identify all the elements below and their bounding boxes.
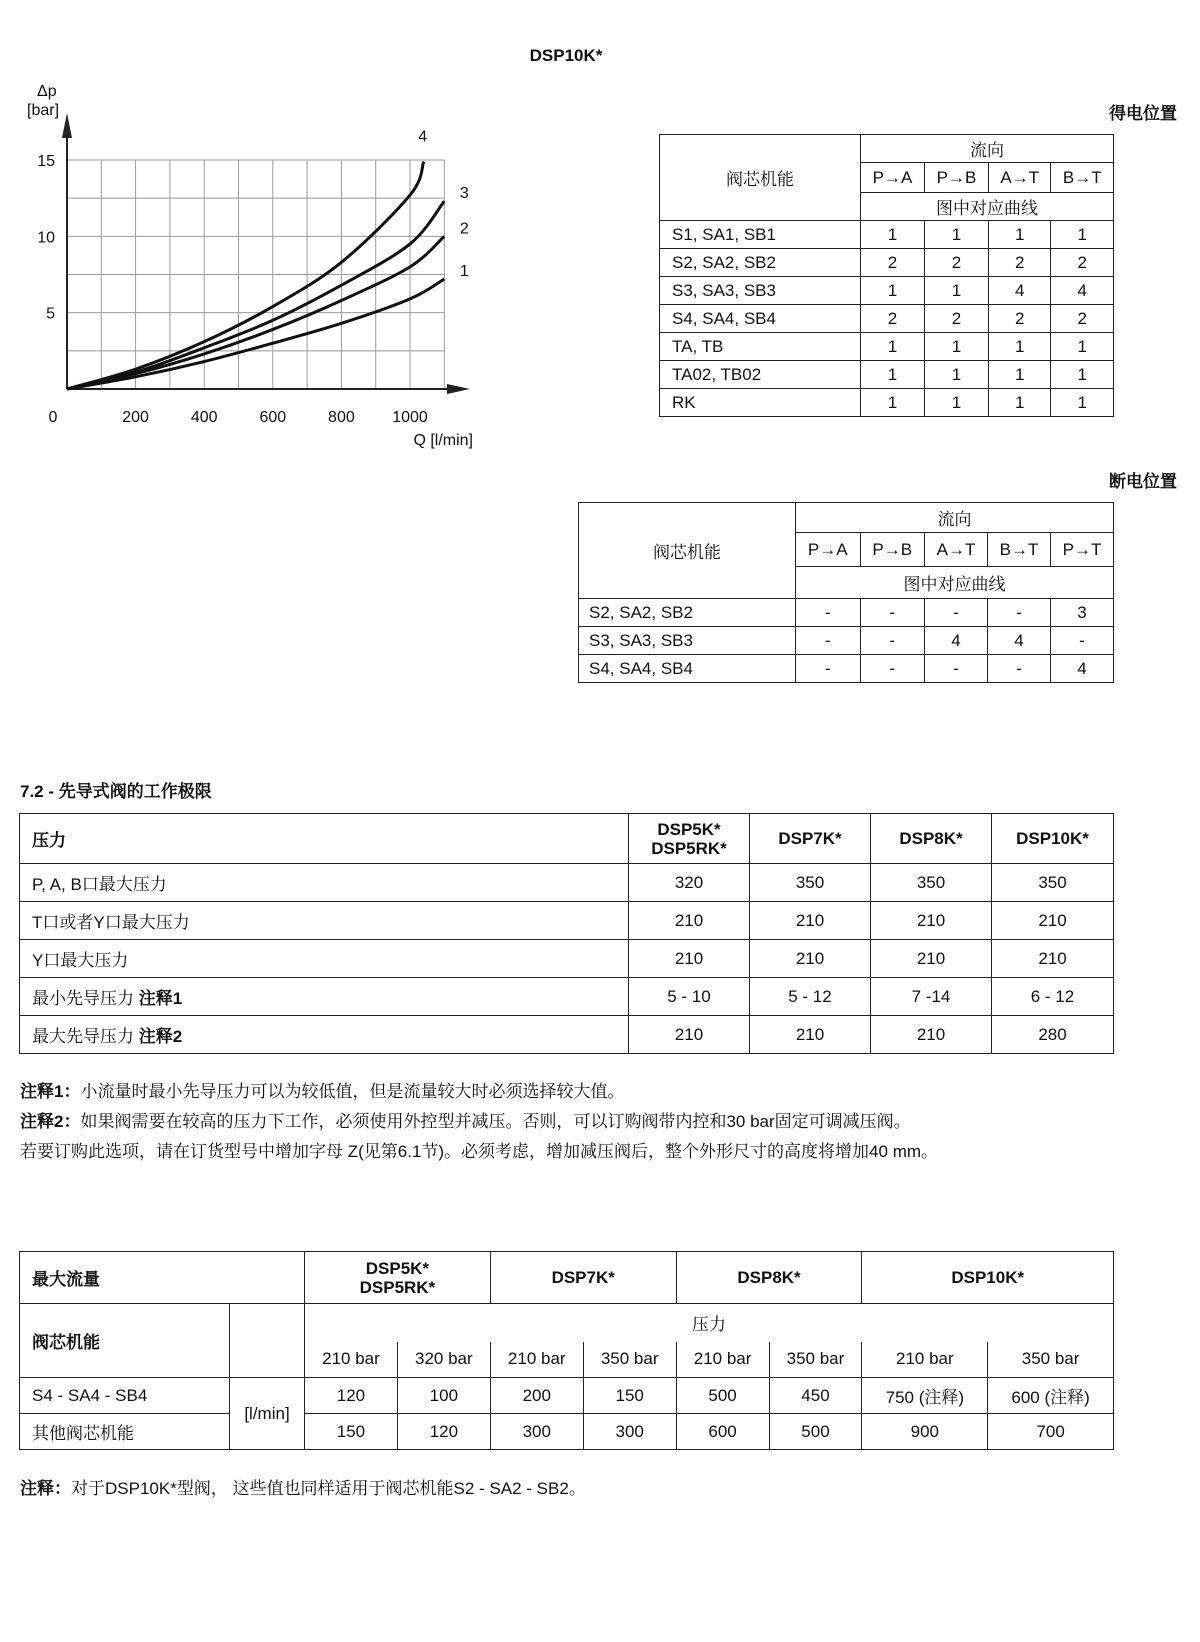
deenergized-cell: - [987, 599, 1050, 627]
energized-dir: P→A [861, 163, 925, 193]
deenergized-cell: - [860, 627, 925, 655]
model-name: DSP5RK* [651, 838, 727, 858]
flow-model-header: DSP8K* [676, 1252, 862, 1304]
limits-table [19, 813, 1114, 1054]
limits-label-text: 最小先导压力 [32, 989, 139, 1008]
y-tick-label: 10 [37, 229, 55, 247]
curve-label: 1 [459, 263, 469, 281]
limits-cell: 320 [629, 864, 750, 902]
energized-cell: 1 [1051, 333, 1114, 361]
deenergized-dir: P→B [860, 533, 925, 567]
limits-row-label [20, 940, 629, 978]
flow-cell: 750 (注释) [862, 1378, 988, 1414]
limits-row-label [20, 864, 629, 902]
flow-cell: 100 [397, 1378, 490, 1414]
flow-empty-cell [230, 1304, 305, 1378]
deenergized-curve-header: 图中对应曲线 [796, 567, 1114, 599]
deenergized-cell: - [925, 655, 988, 683]
energized-dir: A→T [988, 163, 1051, 193]
energized-cell: 1 [988, 361, 1051, 389]
deenergized-cell: - [796, 599, 861, 627]
y-axis-label: Δp [37, 83, 57, 100]
flow-pressure-cell: 210 bar [862, 1342, 988, 1378]
deenergized-cell: 4 [925, 627, 988, 655]
energized-row [660, 333, 1114, 361]
energized-spool-header: 阀芯机能 [660, 135, 861, 221]
limits-row [20, 902, 1114, 940]
x-axis-label: Q [l/min] [413, 432, 473, 449]
deenergized-table [578, 502, 1114, 683]
limits-cell: 5 - 10 [629, 978, 750, 1016]
flow-unit: [l/min] [230, 1378, 305, 1450]
flow-cell: 150 [583, 1378, 676, 1414]
energized-cell: 1 [988, 333, 1051, 361]
note-3 [20, 1137, 938, 1162]
x-tick-label: 200 [122, 409, 149, 426]
energized-cell: 1 [861, 361, 925, 389]
deenergized-dir: P→T [1050, 533, 1113, 567]
limits-cell: 210 [871, 902, 992, 940]
flow-header: 最大流量 [20, 1252, 305, 1304]
flow-cell: 900 [862, 1414, 988, 1450]
energized-caption: 得电位置 [1109, 104, 1177, 123]
energized-dir: P→B [924, 163, 988, 193]
deenergized-cell: 4 [1050, 655, 1113, 683]
limits-cell: 5 - 12 [750, 978, 871, 1016]
energized-cell: 2 [861, 249, 925, 277]
flow-cell: 700 [988, 1414, 1114, 1450]
energized-curve-header: 图中对应曲线 [861, 193, 1114, 221]
flow-cell: 600 [676, 1414, 769, 1450]
limits-row-label [20, 902, 629, 940]
flow-row-label: S4 - SA4 - SB4 [20, 1378, 230, 1414]
deenergized-cell: - [987, 655, 1050, 683]
energized-cell: 4 [1051, 277, 1114, 305]
deenergized-caption: 断电位置 [1109, 472, 1177, 491]
section-title: 7.2 - 先导式阀的工作极限 [20, 782, 212, 801]
energized-cell: 1 [861, 277, 925, 305]
deenergized-cell: - [860, 599, 925, 627]
limits-label-text: Y口最大压力 [32, 951, 129, 970]
note-2 [20, 1107, 911, 1132]
limits-label-text: 最大先导压力 [32, 1027, 139, 1046]
note-label: 注释1： [20, 1082, 81, 1101]
limits-cell: 350 [871, 864, 992, 902]
note-text: 对于DSP10K*型阀， 这些值也同样适用于阀芯机能S2 - SA2 - SB2。 [71, 1479, 586, 1498]
limits-row-label [20, 1016, 629, 1054]
flow-pressure-cell: 210 bar [676, 1342, 769, 1378]
flow-cell: 150 [305, 1414, 398, 1450]
flow-cell: 200 [490, 1378, 583, 1414]
flow-cell: 600 (注释) [988, 1378, 1114, 1414]
energized-cell: 1 [924, 277, 988, 305]
energized-cell: 2 [861, 305, 925, 333]
flow-spool-header: 阀芯机能 [20, 1304, 230, 1378]
flow-pressure-cell: 210 bar [305, 1342, 398, 1378]
flow-row-label: 其他阀芯机能 [20, 1414, 230, 1450]
flow-model-header: DSP10K* [862, 1252, 1114, 1304]
flow-cell: 120 [305, 1378, 398, 1414]
energized-row-label: RK [660, 389, 861, 417]
limits-cell: 210 [750, 1016, 871, 1054]
limits-model-header [629, 814, 750, 864]
deenergized-cell: - [925, 599, 988, 627]
limits-model-header: DSP10K* [992, 814, 1114, 864]
page-title: DSP10K* [529, 46, 603, 65]
deenergized-cell: - [860, 655, 925, 683]
pressure-drop-chart [15, 80, 495, 450]
energized-cell: 2 [1051, 249, 1114, 277]
bottom-note [20, 1474, 586, 1499]
flow-cell: 450 [769, 1378, 862, 1414]
deenergized-spool-header: 阀芯机能 [579, 503, 796, 599]
limits-model-header: DSP7K* [750, 814, 871, 864]
deenergized-row-label: S2, SA2, SB2 [579, 599, 796, 627]
curve-label: 2 [459, 220, 469, 238]
note-text: 小流量时最小先导压力可以为较低值，但是流量较大时必须选择较大值。 [80, 1082, 625, 1101]
energized-row-label: TA, TB [660, 333, 861, 361]
energized-dir: B→T [1051, 163, 1114, 193]
deenergized-dir: A→T [925, 533, 988, 567]
note-label: 注释： [20, 1479, 71, 1498]
energized-row-label: S2, SA2, SB2 [660, 249, 861, 277]
energized-row-label: S4, SA4, SB4 [660, 305, 861, 333]
energized-cell: 1 [988, 389, 1051, 417]
y-axis-arrow [62, 113, 72, 138]
y-axis-label: [bar] [27, 102, 60, 119]
limits-cell: 350 [992, 864, 1114, 902]
chart-grid [67, 160, 444, 389]
y-tick-label: 15 [37, 153, 55, 170]
note-1 [20, 1077, 624, 1102]
curve-label: 4 [418, 128, 428, 146]
energized-cell: 2 [988, 249, 1051, 277]
limits-cell: 210 [750, 902, 871, 940]
chart-labels [27, 83, 473, 449]
deenergized-cell: - [1050, 627, 1113, 655]
limits-label-note: 注释1 [138, 989, 183, 1008]
deenergized-cell: 3 [1050, 599, 1113, 627]
limits-cell: 210 [871, 1016, 992, 1054]
energized-row-label: TA02, TB02 [660, 361, 861, 389]
energized-row [660, 249, 1114, 277]
x-tick-label: 400 [190, 409, 218, 426]
deenergized-cell: - [796, 627, 861, 655]
limits-cell: 210 [629, 940, 750, 978]
limits-cell: 210 [629, 902, 750, 940]
energized-row-label: S1, SA1, SB1 [660, 221, 861, 249]
curve-label: 3 [459, 185, 469, 203]
limits-row [20, 940, 1114, 978]
deenergized-dir: B→T [987, 533, 1050, 567]
flow-pressure-header: 压力 [305, 1304, 1114, 1342]
limits-cell: 210 [750, 940, 871, 978]
deenergized-dir: P→A [796, 533, 861, 567]
deenergized-cell: - [796, 655, 861, 683]
limits-header: 压力 [20, 814, 629, 864]
flow-cell: 500 [676, 1378, 769, 1414]
flow-cell: 300 [583, 1414, 676, 1450]
limits-model-header: DSP8K* [871, 814, 992, 864]
energized-cell: 1 [861, 221, 925, 249]
energized-flow-header: 流向 [861, 135, 1114, 163]
energized-cell: 1 [924, 389, 988, 417]
x-tick-label: 0 [48, 409, 58, 426]
energized-row [660, 221, 1114, 249]
model-name: DSP5K* [657, 819, 721, 839]
flow-pressure-cell: 350 bar [769, 1342, 862, 1378]
energized-cell: 1 [1051, 361, 1114, 389]
model-name: DSP5RK* [359, 1277, 436, 1297]
x-tick-label: 800 [328, 409, 355, 426]
deenergized-row [579, 627, 1114, 655]
energized-row [660, 389, 1114, 417]
chart-curves [67, 162, 444, 389]
energized-cell: 4 [988, 277, 1051, 305]
x-tick-label: 1000 [392, 409, 428, 426]
curve-4 [67, 162, 424, 389]
flow-pressure-cell: 320 bar [397, 1342, 490, 1378]
limits-label-text: P, A, B口最大压力 [32, 875, 167, 894]
energized-cell: 1 [861, 333, 925, 361]
deenergized-row-label: S3, SA3, SB3 [579, 627, 796, 655]
flow-table [19, 1251, 1114, 1450]
limits-cell: 210 [992, 902, 1114, 940]
x-axis-arrow [447, 384, 470, 394]
limits-cell: 7 -14 [871, 978, 992, 1016]
limits-cell: 280 [992, 1016, 1114, 1054]
flow-cell: 300 [490, 1414, 583, 1450]
deenergized-row-label: S4, SA4, SB4 [579, 655, 796, 683]
chart-axes [62, 113, 470, 394]
y-tick-label: 5 [46, 305, 55, 323]
note-text: 若要订购此选项，请在订货型号中增加字母 Z(见第6.1节)。必须考虑，增加减压阀后，整个外形尺寸的高度将增加40 mm。 [20, 1142, 939, 1161]
limits-row-label [20, 978, 629, 1016]
limits-label-note: 注释2 [138, 1027, 183, 1046]
flow-model-header: DSP7K* [490, 1252, 676, 1304]
flow-pressure-cell: 350 bar [583, 1342, 676, 1378]
deenergized-flow-header: 流向 [796, 503, 1114, 533]
curve-3 [67, 201, 444, 389]
energized-cell: 1 [924, 333, 988, 361]
energized-cell: 1 [1051, 221, 1114, 249]
deenergized-cell: 4 [987, 627, 1050, 655]
flow-cell: 120 [397, 1414, 490, 1450]
energized-row [660, 305, 1114, 333]
energized-row-label: S3, SA3, SB3 [660, 277, 861, 305]
note-label: 注释2： [20, 1112, 81, 1131]
deenergized-row [579, 599, 1114, 627]
energized-cell: 1 [861, 389, 925, 417]
limits-cell: 210 [629, 1016, 750, 1054]
flow-model-header [305, 1252, 491, 1304]
energized-row [660, 277, 1114, 305]
limits-label-text: T口或者Y口最大压力 [32, 913, 190, 932]
limits-cell: 210 [871, 940, 992, 978]
note-text: 如果阀需要在较高的压力下工作，必须使用外控型并减压。否则，可以订购阀带内控和30 bar固定可调减压阀。 [80, 1112, 911, 1131]
energized-cell: 1 [1051, 389, 1114, 417]
limits-row [20, 864, 1114, 902]
energized-cell: 1 [924, 361, 988, 389]
energized-cell: 2 [1051, 305, 1114, 333]
limits-row [20, 978, 1114, 1016]
limits-cell: 6 - 12 [992, 978, 1114, 1016]
limits-row [20, 1016, 1114, 1054]
flow-pressure-cell: 210 bar [490, 1342, 583, 1378]
model-name: DSP5K* [365, 1258, 430, 1278]
energized-cell: 1 [924, 221, 988, 249]
energized-cell: 2 [924, 249, 988, 277]
x-tick-label: 600 [259, 409, 287, 426]
flow-pressure-cell: 350 bar [988, 1342, 1114, 1378]
energized-cell: 2 [924, 305, 988, 333]
limits-cell: 210 [992, 940, 1114, 978]
energized-cell: 2 [988, 305, 1051, 333]
energized-cell: 1 [988, 221, 1051, 249]
energized-table [659, 134, 1114, 417]
deenergized-row [579, 655, 1114, 683]
energized-row [660, 361, 1114, 389]
limits-cell: 350 [750, 864, 871, 902]
flow-cell: 500 [769, 1414, 862, 1450]
